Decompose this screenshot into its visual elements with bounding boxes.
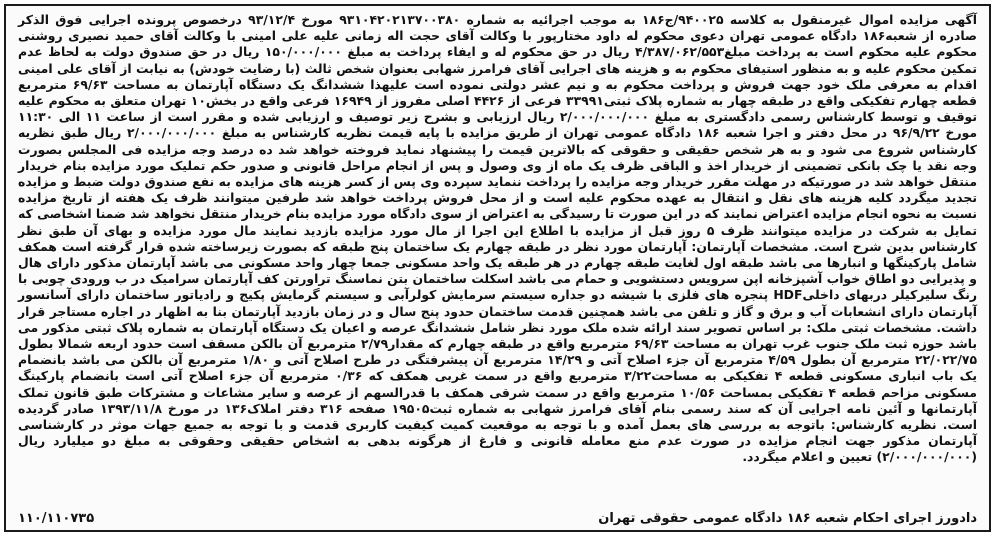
- notice-footer: [18, 511, 977, 526]
- notice-body-text: آگهی مزایده اموال غیرمنقول به کلاسه ۹۴۰۰۲۵/ج۱۸۶ به موجب اجرائیه به شماره ۹۳۱۰۴۲۰۲۱۳۷۰۰۳۸۰ مورخ ۹۳/۱۲/۴ درخصوص پرونده اجرایی فوق الذکر صادره از شعبه۱۸۶ دادگاه عمومی تهران دعوی محکوم له داود مختارپور با وکالت آقای حجت اله زمانی علیه علی امینی با وکالت آقای حمید نصیری روشنی محکوم علیه محکوم است به پرداخت مبلغ۴/۳۸۷/۰۶۲/۵۵۳ ریال در حق محکوم له و ایفاء پرداخت به مبلغ ۱۵۰/۰۰۰/۰۰۰ ریال در حق صندوق دولت به لحاظ عدم تمکین محکوم علیه و به منظور استیفای محکوم به و هزینه های اجرایی آقای فرامرز شهابی بعنوان شخص ثالث (با رضایت خودش) به نیابت از آقای علی امینی اقدام به معرفی ملک خود جهت فروش و پرداخت محکوم به و نیم عشر دولتی نموده است علیهذا ششدانگ یک دستگاه آپارتمان به مساحت ۶۹/۶۳ مترمربع قطعه چهارم تفکیکی واقع در طبقه چهار به شماره پلاک ثبتی۳۳۹۹۱ فرعی از ۴۴۲۶ اصلی مفروز از ۱۶۹۴۹ فرعی واقع در بخش۱۰ تهران متعلق به محکوم علیه توقیف و توسط کارشناس رسمی دادگستری به مبلغ ۲/۰۰۰/۰۰۰/۰۰۰ ریال ارزیابی و بشرح زیر توصیف و ارزیابی شده و مقرر است از ساعت ۱۱ الی ۱۱:۳۰ مورخ ۹۶/۹/۲۲ در محل دفتر و اجرا شعبه ۱۸۶ دادگاه عمومی تهران از طریق مزایده با پایه قیمت نظریه کارشناس به مبلغ ۲/۰۰۰/۰۰۰/۰۰۰ ریال طبق نظریه کارشناس شروع می شود و به هر شخص حقیقی و حقوقی که بالاترین قیمت را پیشنهاد نماید فروخته خواهد شد ده درصد وجه مزایده فی المجلس بصورت وجه نقد یا چک بانکی تضمینی از خریدار اخذ و الباقی ظرف یک ماه از وی وصول و پس از انجام مراحل قانونی و صدور حکم تملیک مورد مزایده بنام خریدار منتقل خواهد شد در صورتیکه در مهلت مقرر خریدار وجه مزایده را پرداخت ننماید سپرده وی پس از کسر هزینه های مزایده به نفع صندوق دولت ضبط و مزایده تجدید میگردد کلیه هزینه های نقل و انتقال به عهده محکوم علیه است و از محل فروش پرداخت خواهد شد طرفین میتوانند ظرف یک هفته از تاریخ مزایده نسبت به نحوه انجام مزایده اعتراض نمایند که در این صورت تا رسیدگی به اعتراض از سوی دادگاه مورد مزایده بنام خریدار منتقل نخواهد شد ضمنا اشخاصی که تمایل به شرکت در مزایده میتوانند ظرف ۵ روز قبل از مزایده با اطلاع این اجرا از مال مورد مزایده بازدید نمایند مال مورد مزایده و بهای آن طبق نظر کارشناس بدین شرح است. مشخصات آپارتمان: آپارتمان مورد نظر در طبقه چهارم یک ساختمان پنج طبقه که بصورت زیرساخته شده قرار گرفته است همکف شامل پارکینگها و انبارها می باشد طبقه اول لغایت طبقه چهارم در هر طبقه یک واحد مسکونی جمعا چهار واحد مسکونی می باشد آپارتمان مذکور دارای هال و پذیرایی دو اطاق خواب آشپزخانه اپن سرویس دستشویی و حمام می باشد اسکلت ساختمان بتن نماسنگ تراورتن کف آپارتمان سرامیک در ب ورودی چوبی با رنگ سلیرکیلر دربهای داخلیHDF پنجره های فلزی با شیشه دو جداره سیستم سرمایش کولرآبی و سیستم گرمایش پکیج و رادیاتور ساختمان دارای آسانسور آپارتمان دارای انشعابات آب و برق و گاز و تلفن می باشد همچنین قدمت ساختمان حدود پنج سال و در زمان بازدید آپارتمان بنا به اظهار در اجاره مستاجر قرار داشت. مشخصات ثبتی ملک: بر اساس تصویر سند ارائه شده ملک مورد نظر شامل ششدانگ عرصه و اعیان یک دستگاه آپارتمان به شماره پلاک ثبتی مذکور می باشد حوزه ثبت ملک جنوب غرب تهران به مساحت ۶۹/۶۳ مترمربع واقع در طبقه چهارم که مقدار۲/۷۹ مترمربع آن بالکن مسقف است حدود اربعه شمالا بطول ۲۲/۰۲۲/۷۵ مترمربع آن بطول ۴/۵۹ مترمربع آن جزء اصلاح آتی و ۱۴/۲۹ مترمربع آن پیشرفتگی در طرح اصلاح آتی و ۱/۸۰ مترمربع آن بالکن می باشد بانضمام یک باب انباری مسکونی قطعه ۴ تفکیکی به مساحت۳/۲۲ مترمربع واقع در سمت غربی همکف که ۰/۳۶ مترمربع آن جزء اصلاح آتی است بانضمام پارکینگ مسکونی مزاحم قطعه ۴ تفکیکی بمساحت ۱۰/۵۶ مترمربع واقع در سمت شرقی همکف با قدرالسهم از عرصه و سایر مشاعات و مشترکات طبق قانون تملک آپارتمانها و آئین نامه اجرایی آن که سند رسمی بنام آقای فرامرز شهابی به شماره ثبت۱۹۵۰۵ صفحه ۳۱۶ دفتر املاک۱۳۶ در مورخ ۱۳۹۳/۱۱/۸ صادر گردیده است. نظریه کارشناس: باتوجه به بررسی های بعمل آمده و با توجه به موقعیت کمیت کیفیت کاربری قدمت و با توجه به جمیع جهات موثر در کارشناسی آپارتمان مذکور جهت انجام مزایده در صورت عدم منع معامله قانونی و فارغ از هرگونه بدهی به اشخاص حقیقی وحقوقی به مبلغ دو میلیارد ریال (۲/۰۰۰/۰۰۰/۰۰۰) تعیین و اعلام میگردد.: [18, 12, 978, 465]
- notice-signature: دادورز اجرای احکام شعبه ۱۸۶ دادگاه عمومی حقوقی تهران: [598, 511, 977, 526]
- notice-number: ۱۱۰/۱۱۰۷۳۵: [18, 511, 95, 526]
- auction-notice: [4, 4, 991, 532]
